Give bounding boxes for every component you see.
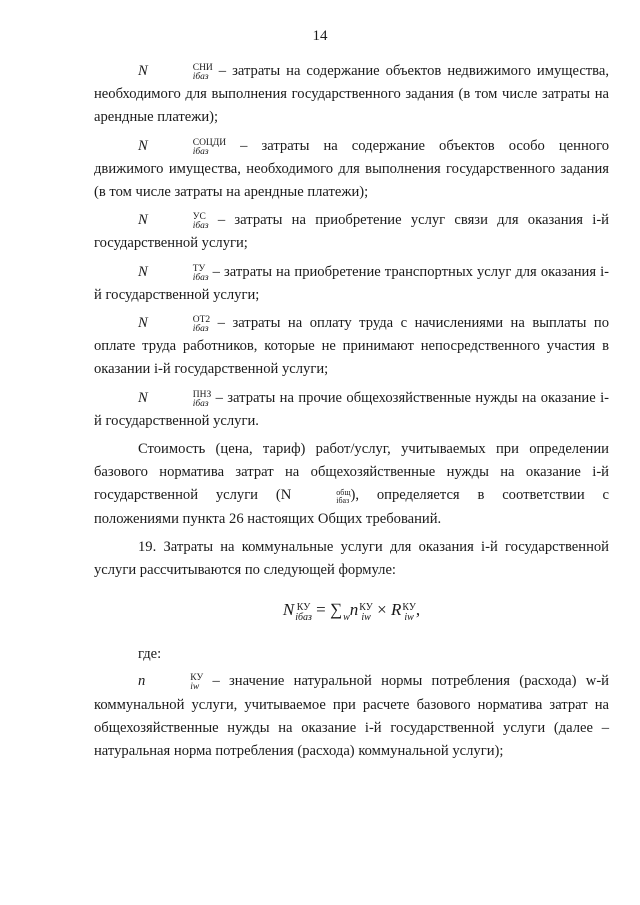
formula-ku: N КУ iбаз = ∑ w n КУ iw × R КУ iw , — [282, 600, 421, 624]
symbol-n-tu: N ТУ iбаз — [138, 263, 209, 283]
symbol-n-pnz: N ПНЗ iбаз — [138, 389, 212, 409]
paragraph-cost: Стоимость (цена, тариф) работ/услуг, учитываемых при определении базового норматива затрат на общехозяйственные нужды на оказание i-й государственной услуги (N общ iбаз ), определяется в соответствии с положениями пункта 26 настоящих Общих требований. — [94, 441, 609, 527]
definition-n-ku: n КУ iw – значение натуральной нормы потребления (расхода) w-й коммунальной услуги, учитываемое при расчете базового норматива затрат на общехозяйственные нужды на оказание i-й государственной услуги (далее – натуральная норма потребления (расхода) коммунальной услуги); — [94, 673, 609, 760]
paragraph-19: 19. Затраты на коммунальные услуги для оказания i-й государственной услуги рассчитываются по следующей формуле: — [94, 538, 609, 579]
definition-sni: N СНИ iбаз – затраты на содержание объектов недвижимого имущества, необходимого для выполнения государственного задания (в том числе затраты на арендные платежи); — [94, 63, 609, 126]
symbol-n-ku: n КУ iw — [138, 673, 204, 693]
where-label: где: — [138, 646, 162, 663]
definition-tu: N ТУ iбаз – затраты на приобретение транспортных услуг для оказания i-й государственной услуги; — [94, 263, 609, 303]
definition-us: N УС iбаз – затраты на приобретение услуг связи для оказания i-й государственной услуги; — [94, 212, 609, 252]
definition-socdi: N СОЦДИ iбаз – затраты на содержание объектов особо ценного движимого имущества, необходимого для выполнения государственного задания (в том числе затраты на арендные платежи); — [94, 137, 609, 201]
definition-ot2: N ОТ2 iбаз – затраты на оплату труда с начислениями на выплаты по оплате труда работников, которые не принимают непосредственного участия в оказании i-й государственной услуги; — [94, 315, 609, 378]
page-number: 14 — [312, 28, 328, 44]
symbol-n-us: N УС iбаз — [138, 212, 209, 232]
symbol-n-sni: N СНИ iбаз — [138, 63, 213, 82]
symbol-n-obsch: N общ iбаз — [280, 487, 351, 506]
definition-pnz: N ПНЗ iбаз – затраты на прочие общехозяйственные нужды на оказание i-й государственной услуги. — [94, 389, 609, 429]
document-body — [94, 60, 609, 768]
symbol-n-socdi: N СОЦДИ iбаз — [138, 137, 227, 157]
symbol-n-ot2: N ОТ2 iбаз — [138, 315, 211, 335]
